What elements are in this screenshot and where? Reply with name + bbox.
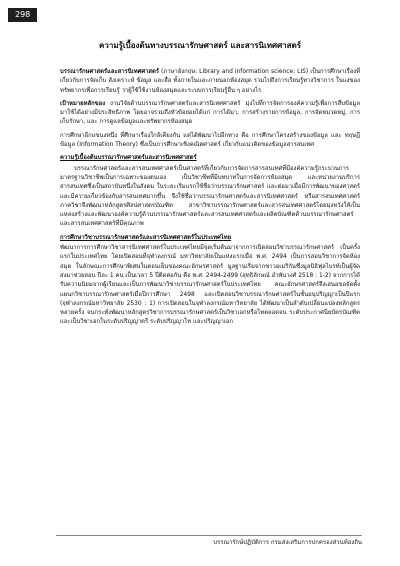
paragraph-definition	[60, 68, 360, 96]
section-heading-intro: ความรู้เบื้องต้นบรรณารักษศาสตร์และสารนิเทศศาสตร์	[60, 155, 197, 162]
section-heading-thailand: การศึกษาวิชาบรรณารักษศาสตร์และสารนิเทศศาสตร์ในประเทศไทย	[60, 234, 232, 241]
footer-divider	[56, 535, 362, 536]
paragraph-thailand: พัฒนาการการศึกษาวิชาสารนิเทศศาสตร์ในประเทศไทยมีจุดเริ่มต้นมาจากการเปิดสอนวิชาบรรณารักษศาสตร์ เป็นครั้งแรกในประเทศไทย โดยเปิดสอนที่จุฬาลงกรณ์ มหาวิทยาลัยเป็นแห่งแรกเมื่อ พ.ศ. 2494 เป็นการสอนวิชาการจัดห้องสมุด ในลักษณะการศึกษาพิเศษในตอนเย็นของคณะอักษรศาสตร์ มูลฐานเริ่มจากชาวอเมริกันซึ่งมูลนิธิฟุลไบรท์เป็นผู้จัดส่งมาช่วยสอน ปีละ 1 คน เป็นเวลา 5 ปีติดต่อกัน คือ พ.ศ. 2494-2499 (สุทธิลักษณ์ อำพันวงศ์ 2518 : 1-2) จากการได้รับความนิยมจากผู้เรียนและเป็นการพัฒนาวิชาบรรณารักษศาสตร์ในประเทศไทย คณะอักษรศาสตร์จึงเสนอขอจัดตั้งแผนกวิชาบรรณารักษศาสตร์เมื่อปีการศึกษา 2498 และเปิดสอนวิชาบรรณารักษศาสตร์ในชั้นอนุปริญญาเป็นปีแรก (จุฬาลงกรณ์มหาวิทยาลัย 2530 : 1) การเปิดสอนในจุฬาลงกรณ์มหาวิทยาลัย ได้พัฒนาเป็นลำดับเปลี่ยนแปลงหลักสูตรหลายครั้ง จนกระทั่งพัฒนาหลักสูตรวิชาการบรรณารักษศาสตร์เป็นวิชาเอกหรือโทตลอดจน ระดับประกาศนียบัตรบัณฑิต และเป็นวิชาเอกในระดับปริญญาตรี ระดับปริญญาโท และปริญญาเอก	[60, 245, 360, 326]
paragraph-intro: บรรณารักษศาสตร์และสารสนเทศศาสตร์เป็นศาสตร์ที่เกี่ยวกับการจัดการสารสนเทศที่มีองค์ความรู้กระบวนการ มาตรฐานวิชาชีพเป็นการเฉพาะของตนเอง เป็นวิชาชีพที่มีบทบาทในการจัดการห้องสมุด และหน่วยงานบริการสารสนเทศซึ่งเป็นสถาบันหนึ่งในสังคม ในระยะเริ่มแรกใช้ชื่อว่าบรรณารักษศาสตร์ และต่อมาเมื่อมีการพัฒนาของศาสตร์และมีความเกี่ยวข้องกับสารสนเทศมากขึ้น จึงใช้ชื่อว่าบรรณารักษศาสตร์และสารนิเทศศาสตร์ หรือสารสนเทศศาสตร์ ภาควิชาจึงพัฒนาหลักสูตรศิลปศาสตรบัณฑิต สาขาวิชาบรรณารักษศาสตร์และสารสนเทศศาสตร์โดยมุ่งหวังให้เป็นแหล่งสร้างและพัฒนาองค์ความรู้ด้านบรรณารักษศาสตร์และสารสนเทศศาสตร์และผลิตบัณฑิตด้านบรรณารักษศาสตร์และสารสนเทศศาสตร์ที่มีคุณภาพ	[60, 165, 360, 228]
document-body	[60, 68, 360, 332]
paragraph-information-theory: การศึกษาอีกแขนงหนึ่ง ที่ศึกษาเรื่องใกล้เคียงกัน แต่ได้พัฒนาไปอีกทาง คือ การศึกษาโครงสร้างของข้อมูล และ ทฤษฎีข้อมูล (Information Theory) ซึ่งเป็นการศึกษาเชิงคณิตศาสตร์ เกี่ยวกับแนวคิดของข้อมูลสารสนเทศ	[60, 132, 360, 149]
definition-term: บรรณารักษศาสตร์และสารนิเทศศาสตร์	[60, 69, 160, 75]
page-title: ความรู้เบื้องต้นทางบรรณารักษศาสตร์ และสารนิเทศศาสตร์	[98, 41, 302, 50]
page-number: 298	[8, 8, 37, 22]
paragraph-goal	[60, 100, 360, 128]
goal-term: เป้าหมายหลักของ	[60, 100, 106, 107]
definition-text: (ภาษาอังกฤษ: Library and information science: LIS) เป็นการศึกษาเรื่องที่เกี่ยวกับการจัดเก็บ สังเคราะห์ ข้อมูล และสื่อ ทั้งภายในและภายนอกห้องสมุด รวมไปถึงการเรียนรู้ทางวิชาการ ในแง่ของทรัพยากรเพื่อการเรียนรู้ ว่าผู้ใช้ใช้งานห้องสมุดและระบบการเรียนรู้อื่น ๆ อย่างไร	[60, 69, 360, 94]
goal-text: งานวิจัยด้านบรรณารักษศาสตร์และสารนิเทศศาสตร์ มุ่งไปที่การจัดการองค์ความรู้เพื่อการสืบข้อมูลมาใช้ได้อย่างมีประสิทธิภาพ โดยอาจรวมถึงหัวข้อย่อยได้แก่ การได้มา, การสร้างรายการข้อมูล, การจัดหมวดหมู่, การเก็บรักษา, และ การดูแลข้อมูลและทรัพยากรห้องสมุด	[60, 100, 360, 126]
page-footer: บรรณารักษ์ปฏิบัติการ กรมส่งเสริมการปกครองส่วนท้องถิ่น	[213, 539, 362, 546]
